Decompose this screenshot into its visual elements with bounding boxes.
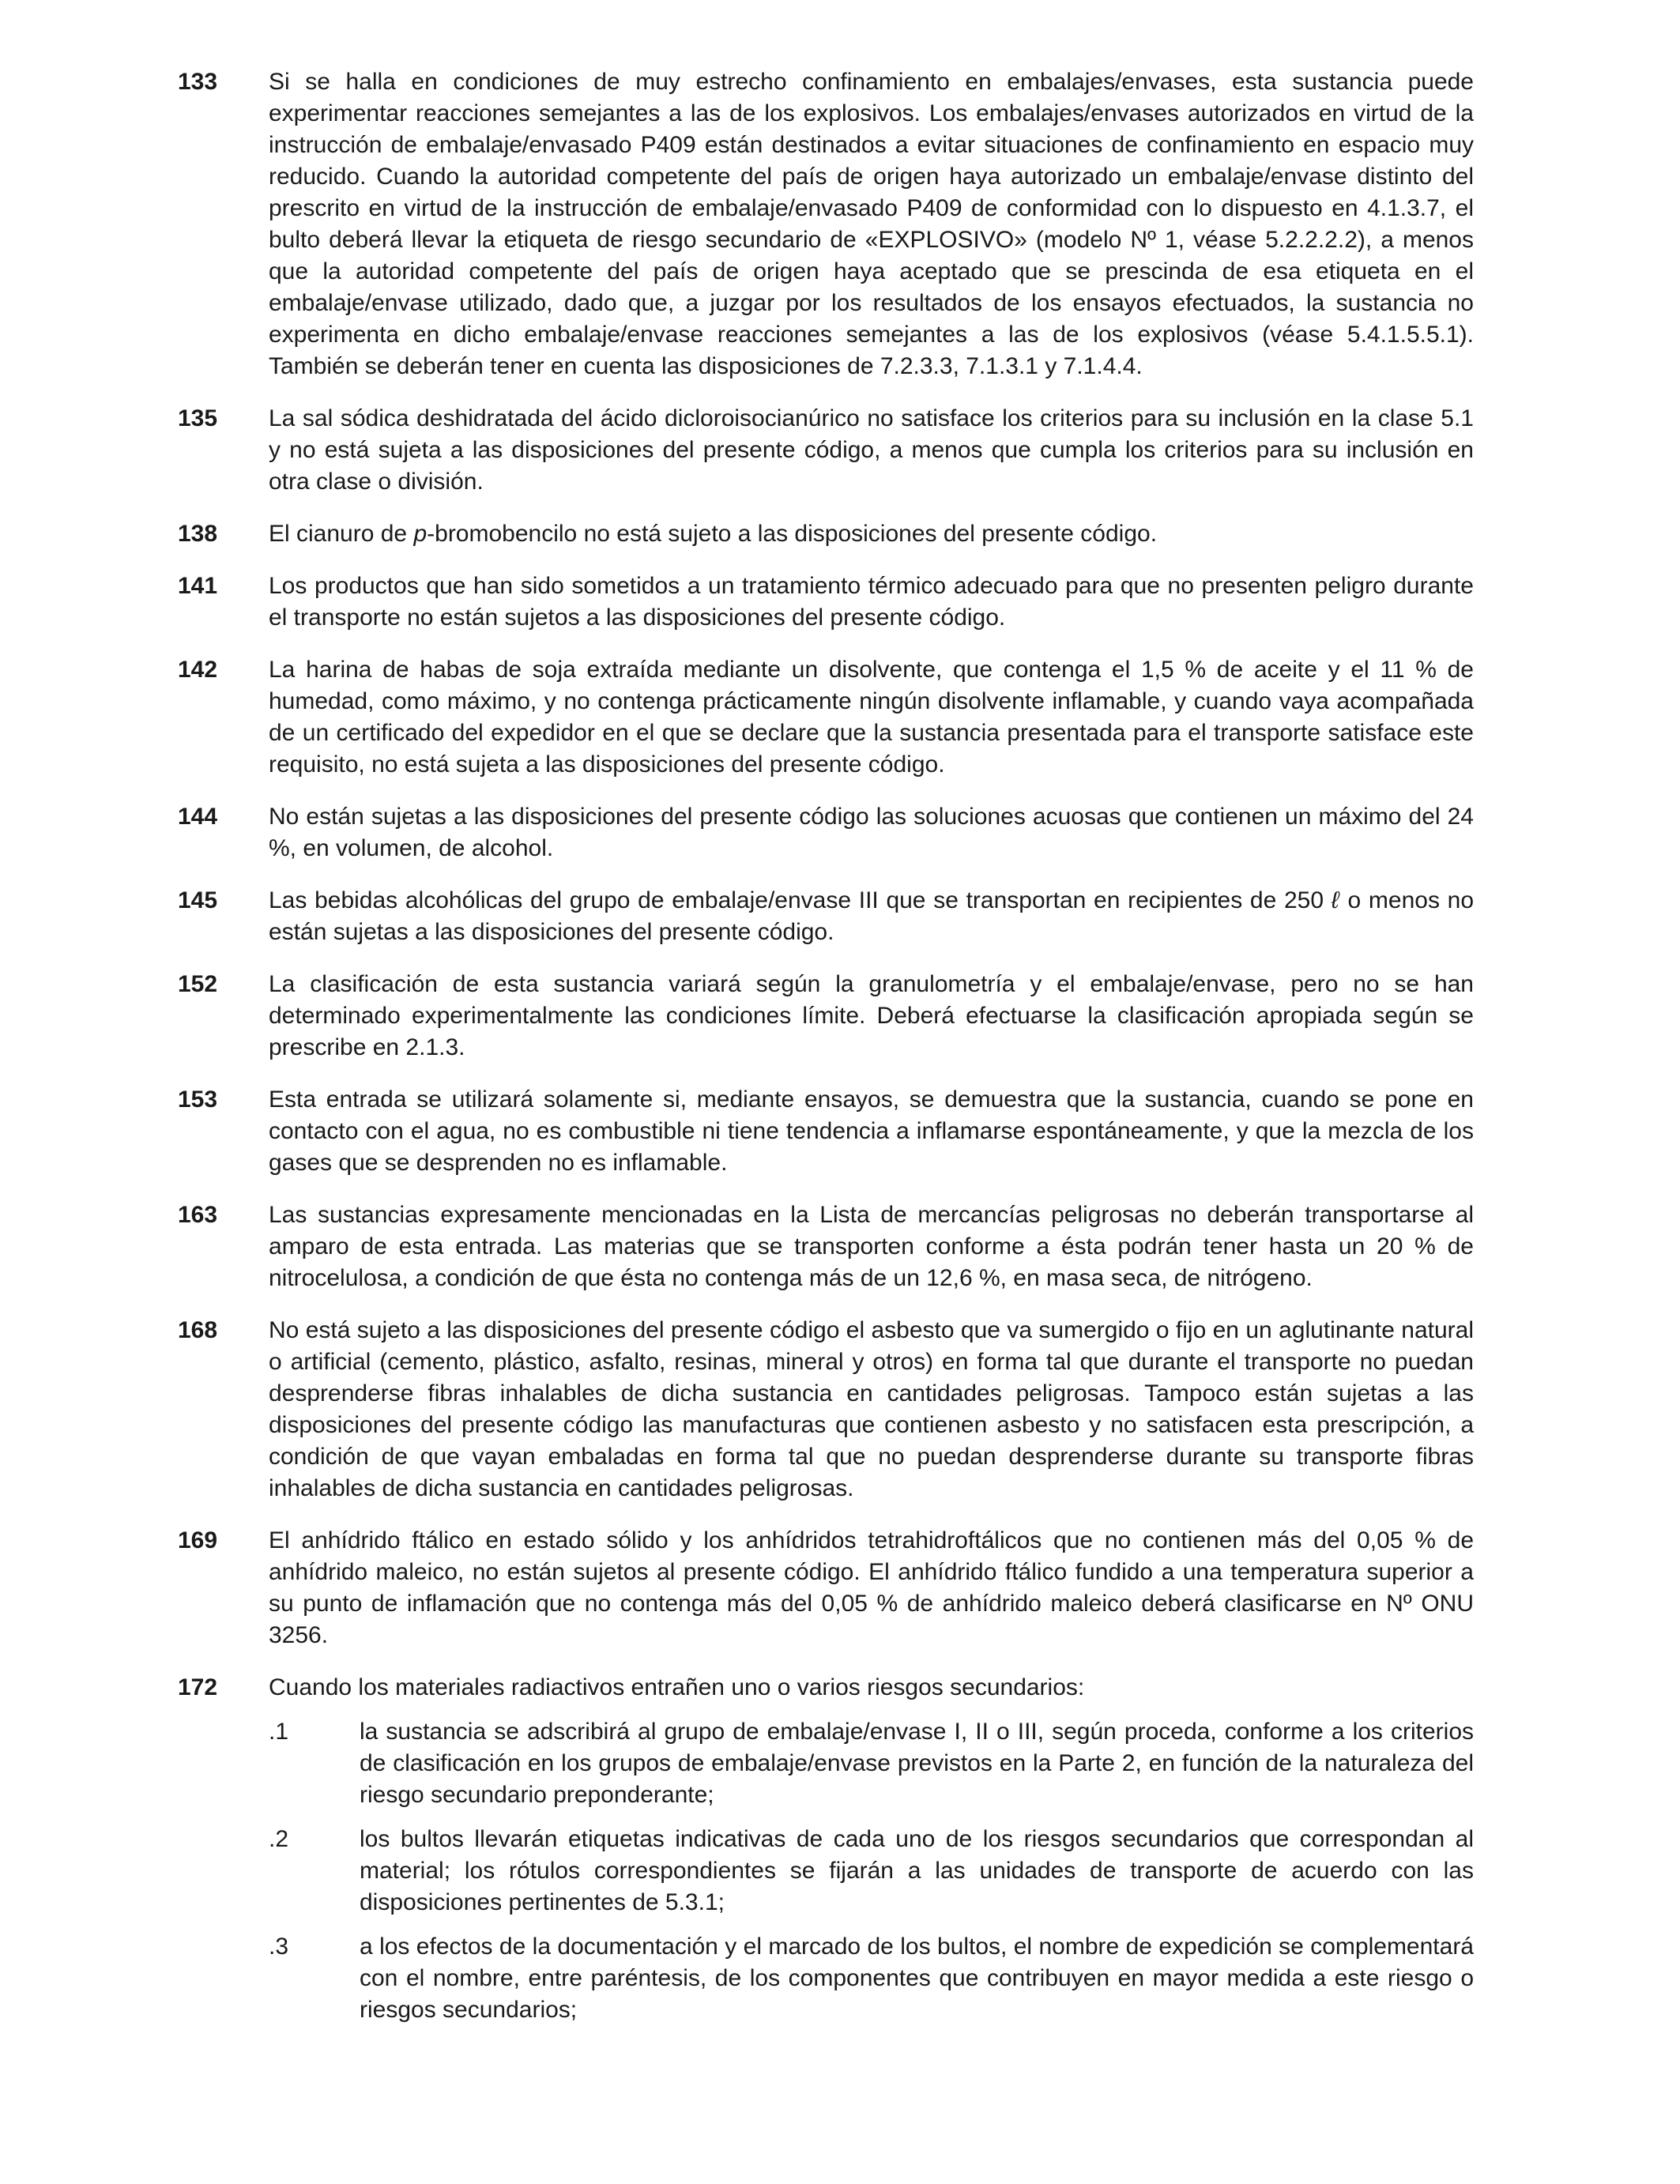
subitem-number: .3 <box>269 1934 289 1960</box>
provision-number: 169 <box>178 1527 218 1553</box>
subitem-number: .2 <box>269 1826 289 1852</box>
provision-text: La clasificación de esta sustancia variará según la granulometría y el embalaje/envase, pero no se han determinado experimentalmente las condiciones límite. Deberá efectuarse la clasificación apropiada según se prescribe en 2.1.3. <box>269 971 1474 1060</box>
provision-number: 141 <box>178 573 218 599</box>
provision-133 <box>178 66 1474 382</box>
provision-number: 144 <box>178 804 218 830</box>
provision-text: Cuando los materiales radiactivos entrañen uno o varios riesgos secundarios: <box>269 1674 1085 1700</box>
provision-number: 153 <box>178 1086 218 1113</box>
provision-text: La sal sódica deshidratada del ácido dicloroisocianúrico no satisface los criterios para su inclusión en la clase 5.1 y no está sujeta a las disposiciones del presente código, a menos que cumpla los criterios para su inclusión en otra clase o división. <box>269 405 1474 495</box>
provision-138 <box>178 518 1474 550</box>
provision-144 <box>178 801 1474 864</box>
provision-172 <box>178 1672 1474 2026</box>
subitem-text: a los efectos de la documentación y el marcado de los bultos, el nombre de expedición se complementará con el nombre, entre paréntesis, de los componentes que contribuyen en mayor medida a este riesgo o riesgos secundarios; <box>360 1934 1474 2023</box>
subitem-text: los bultos llevarán etiquetas indicativas de cada uno de los riesgos secundarios que correspondan al material; los rótulos correspondientes se fijarán a las unidades de transporte de acuerdo con las disposiciones pertinentes de 5.3.1; <box>360 1826 1474 1915</box>
provision-135 <box>178 403 1474 498</box>
subitem-number: .1 <box>269 1719 289 1745</box>
provision-142 <box>178 654 1474 781</box>
provision-text: Los productos que han sido sometidos a un tratamiento térmico adecuado para que no presenten peligro durante el transporte no están sujetos a las disposiciones del presente código. <box>269 573 1474 631</box>
provision-number: 163 <box>178 1202 218 1228</box>
text-part: El cianuro de <box>269 521 414 547</box>
subitem <box>269 1716 1474 1811</box>
document-page <box>178 66 1474 2047</box>
provision-text: Esta entrada se utilizará solamente si, mediante ensayos, se demuestra que la sustancia, cuando se pone en contacto con el agua, no es combustible ni tiene tendencia a inflamarse espontáneamente, y que la mezcla de los gases que se desprenden no es inflamable. <box>269 1086 1474 1176</box>
provision-number: 172 <box>178 1674 218 1700</box>
text-part: o menos no están sujetas a las disposiciones del presente código. <box>269 887 1475 945</box>
provision-152 <box>178 969 1474 1064</box>
provision-number: 133 <box>178 69 218 95</box>
provision-number: 138 <box>178 521 218 547</box>
provision-text: Las sustancias expresamente mencionadas en la Lista de mercancías peligrosas no deberán transportarse al amparo de esta entrada. Las materias que se transporten conforme a ésta podrán tener hasta un 20 % de nitrocelulosa, a condición de que ésta no contenga más de un 12,6 %, en masa seca, de nitrógeno. <box>269 1202 1474 1291</box>
provision-text: No están sujetas a las disposiciones del presente código las soluciones acuosas que contienen un máximo del 24 %, en volumen, de alcohol. <box>269 804 1474 861</box>
provision-number: 135 <box>178 405 218 431</box>
provision-number: 142 <box>178 657 218 683</box>
provision-text: No está sujeto a las disposiciones del presente código el asbesto que va sumergido o fijo en un aglutinante natural o artificial (cemento, plástico, asfalto, resinas, mineral y otros) en forma tal que durante el transporte no puedan desprenderse fibras inhalables de dicha sustancia en cantidades peligrosas. Tampoco están sujetas a las disposiciones del presente código las manufacturas que contienen asbesto y no satisfacen esta prescripción, a condición de que vayan embaladas en forma tal que no puedan desprenderse durante su transporte fibras inhalables de dicha sustancia en cantidades peligrosas. <box>269 1317 1474 1501</box>
provision-168 <box>178 1315 1474 1504</box>
provision-number: 168 <box>178 1317 218 1343</box>
provision-text: La harina de habas de soja extraída mediante un disolvente, que contenga el 1,5 % de aceite y el 11 % de humedad, como máximo, y no contenga prácticamente ningún disolvente inflamable, y cuando vaya acompañada de un certificado del expedidor en el que se declare que la sustancia presentada para el transporte satisface este requisito, no está sujeta a las disposiciones del presente código. <box>269 657 1474 778</box>
subitem-text: la sustancia se adscribirá al grupo de embalaje/envase I, II o III, según proceda, conforme a los criterios de clasificación en los grupos de embalaje/envase previstos en la Parte 2, en función de la naturaleza del riesgo secundario preponderante; <box>360 1719 1474 1808</box>
provision-text <box>269 885 1474 948</box>
provision-141 <box>178 570 1474 634</box>
text-part: -bromobencilo no está sujeto a las disposiciones del presente código. <box>427 521 1158 547</box>
provision-145 <box>178 885 1474 948</box>
subitem <box>269 1931 1474 2026</box>
provision-text: Si se halla en condiciones de muy estrecho confinamiento en embalajes/envases, esta sustancia puede experimentar reacciones semejantes a las de los explosivos. Los embalajes/envases autorizados en virtud de la instrucción de embalaje/envasado P409 están destinados a evitar situaciones de confinamiento en espacio muy reducido. Cuando la autoridad competente del país de origen haya autorizado un embalaje/envase distinto del prescrito en virtud de la instrucción de embalaje/envasado P409 de conformidad con lo dispuesto en 4.1.3.7, el bulto deberá llevar la etiqueta de riesgo secundario de «EXPLOSIVO» (modelo Nº 1, véase 5.2.2.2.2), a menos que la autoridad competente del país de origen haya aceptado que se prescinda de esa etiqueta en el embalaje/envase utilizado, dado que, a juzgar por los resultados de los ensayos efectuados, la sustancia no experimenta en dicho embalaje/envase reacciones semejantes a las de los explosivos (véase 5.4.1.5.5.1). También se deberán tener en cuenta las disposiciones de 7.2.3.3, 7.1.3.1 y 7.1.4.4. <box>269 69 1474 379</box>
provision-163 <box>178 1199 1474 1294</box>
provision-153 <box>178 1084 1474 1179</box>
subitem <box>269 1824 1474 1919</box>
provision-text: El anhídrido ftálico en estado sólido y los anhídridos tetrahidroftálicos que no contienen más del 0,05 % de anhídrido maleico, no están sujetos al presente código. El anhídrido ftálico fundido a una temperatura superior a su punto de inflamación que no contenga más del 0,05 % de anhídrido maleico deberá clasificarse en Nº ONU 3256. <box>269 1527 1474 1648</box>
provision-number: 145 <box>178 887 218 913</box>
provision-number: 152 <box>178 971 218 997</box>
litre-symbol: ℓ <box>1331 887 1340 913</box>
provision-text <box>269 518 1474 550</box>
provision-169 <box>178 1525 1474 1651</box>
text-part: Las bebidas alcohólicas del grupo de embalaje/envase III que se transportan en recipientes de 250 <box>269 887 1332 913</box>
italic-text: p <box>413 521 428 547</box>
